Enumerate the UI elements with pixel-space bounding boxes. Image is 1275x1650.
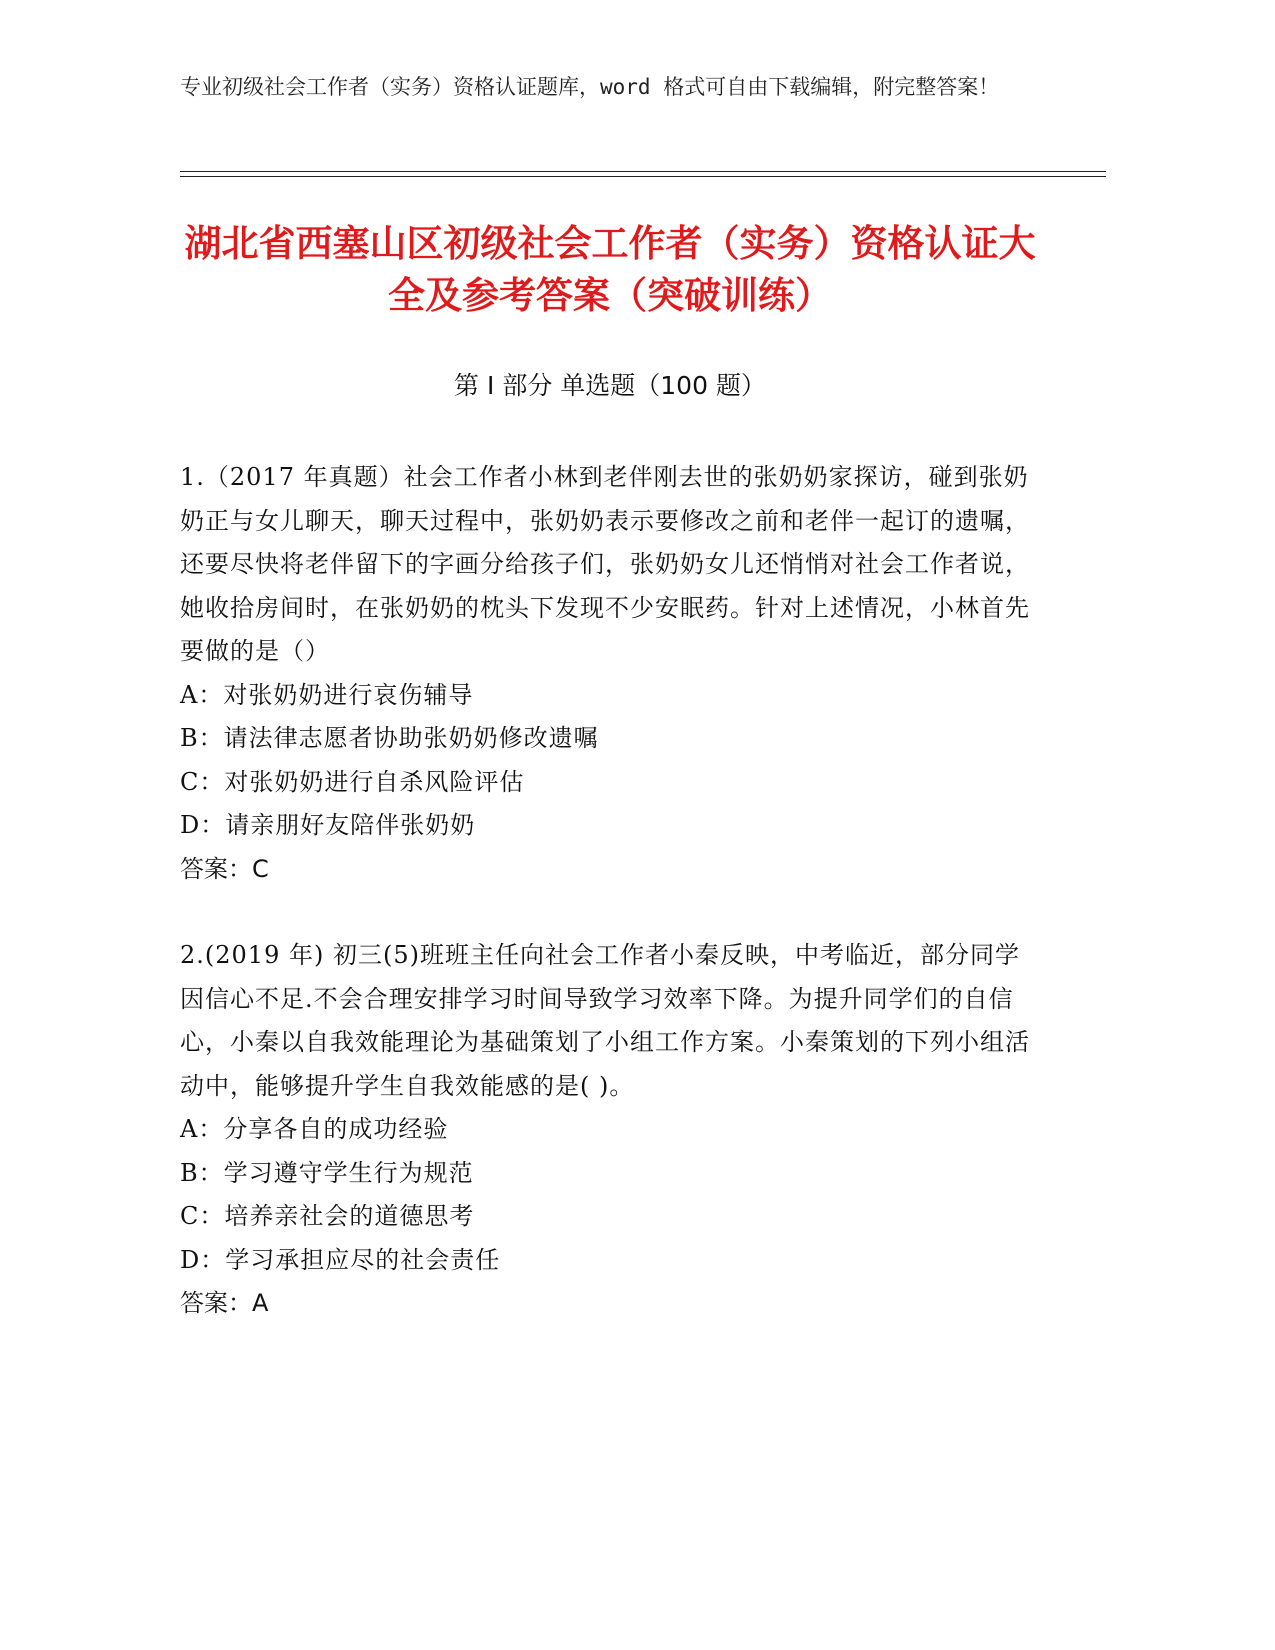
- option-b: B：学习遵守学生行为规范: [180, 1158, 474, 1187]
- header-note: 专业初级社会工作者（实务）资格认证题库，word 格式可自由下载编辑，附完整答案！: [180, 75, 1000, 99]
- question-2: [180, 934, 1030, 1326]
- option-a: A：分享各自的成功经验: [180, 1115, 449, 1143]
- option-b: B：请法律志愿者协助张奶奶修改遗嘱: [180, 724, 599, 752]
- option-d: D：请亲朋好友陪伴张奶奶: [180, 811, 476, 839]
- option-c: C：对张奶奶进行自杀风险评估: [180, 767, 525, 796]
- header-divider-top: [180, 171, 1106, 172]
- question-stem: 2.(2019 年) 初三(5)班班主任向社会工作者小秦反映，中考临近，部分同学因信心不足.不会合理安排学习时间导致学习效率下降。为提升同学们的自信心，小秦以自我效能理论为基础策划了小组工作方案。小秦策划的下列小组活动中，能够提升学生自我效能感的是( )。: [180, 941, 1030, 1100]
- header-divider-bottom: [180, 176, 1106, 177]
- document-title: 湖北省西塞山区初级社会工作者（实务）资格认证大全及参考答案（突破训练）: [184, 222, 1036, 317]
- answer: 答案：A: [180, 1289, 269, 1317]
- option-d: D：学习承担应尽的社会责任: [180, 1245, 501, 1274]
- answer: 答案：C: [180, 854, 269, 883]
- question-1: [180, 456, 1030, 891]
- question-stem: 1.（2017 年真题）社会工作者小林到老伴刚去世的张奶奶家探访，碰到张奶奶正与女儿聊天，聊天过程中，张奶奶表示要修改之前和老伴一起订的遗嘱，还要尽快将老伴留下的字画分给孩子们，张奶奶女儿还悄悄对社会工作者说，她收拾房间时，在张奶奶的枕头下发现不少安眠药。针对上述情况，小林首先要做的是（）: [180, 463, 1030, 665]
- option-a: A：对张奶奶进行哀伤辅导: [180, 680, 474, 709]
- section-title: 第 I 部分 单选题（100 题）: [454, 371, 766, 400]
- option-c: C：培养亲社会的道德思考: [180, 1202, 475, 1230]
